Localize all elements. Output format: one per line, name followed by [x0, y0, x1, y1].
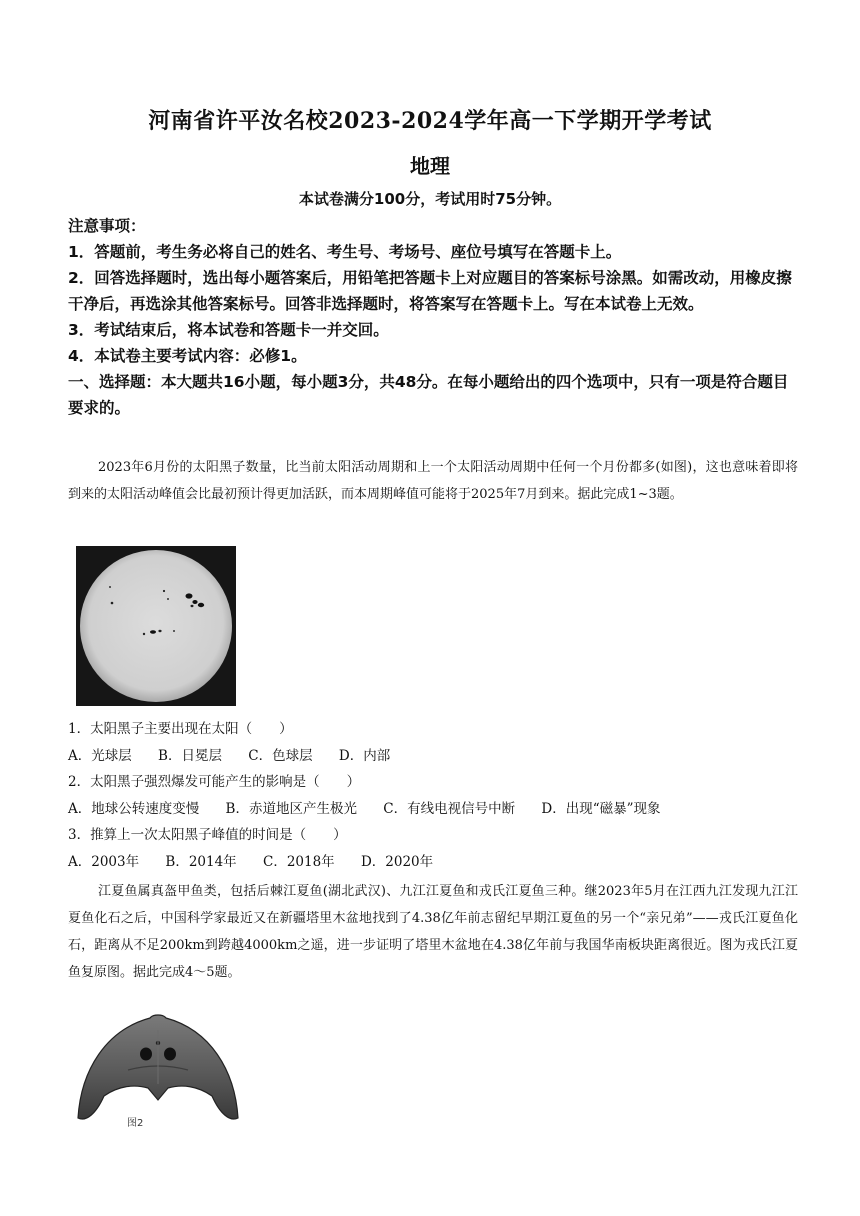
passage-sunspot	[68, 454, 798, 508]
section-heading: 一、选择题：本大题共16小题，每小题3分，共48分。在每小题给出的四个选项中，只有一项是符合题目要求的。	[68, 373, 789, 417]
questions-block	[68, 716, 798, 875]
option: B．2014年	[165, 853, 237, 870]
sunspot-photo-icon	[76, 546, 236, 706]
sun-disk-icon	[76, 546, 236, 706]
exam-info: 本试卷满分100分，考试用时75分钟。	[298, 190, 562, 208]
question-options	[68, 796, 798, 823]
passage-fish	[68, 878, 798, 986]
notes-section	[68, 213, 798, 421]
option: C．2018年	[262, 853, 335, 870]
question-stem: 3．推算上一次太阳黑子峰值的时间是（ ）	[68, 827, 347, 843]
note-item: 2．回答选择题时，选出每小题答案后，用铅笔把答题卡上对应题目的答案标号涂黑。如需改动，用橡皮擦干净后，再选涂其他答案标号。回答非选择题时，将答案写在答题卡上。写在本试卷上无效。	[68, 269, 792, 313]
option: A．光球层	[68, 747, 132, 764]
notes-heading: 注意事项：	[68, 217, 146, 235]
option: C．有线电视信号中断	[383, 800, 516, 817]
subject-title: 地理	[410, 154, 450, 178]
note-item: 4．本试卷主要考试内容：必修1。	[68, 347, 307, 365]
passage-text: 江夏鱼属真盔甲鱼类，包括后棘江夏鱼(湖北武汉)、九江江夏鱼和戎氏江夏鱼三种。继2023年5月在江西九江发现九江江夏鱼化石之后，中国科学家最近又在新疆塔里木盆地找到了4.38亿年前志留纪早期江夏鱼的另一个“亲兄弟”——戎氏江夏鱼化石，距离从不足200km到跨越4000km之遥，进一步证明了塔里木盆地在4.38亿年前与我国华南板块距离很近。图为戎氏江夏鱼复原图。据此完成4～5题。	[68, 884, 798, 980]
option: A．地球公转速度变慢	[68, 800, 200, 817]
option: D．出现“磁暴”现象	[541, 800, 661, 817]
fish-fossil-reconstruction-icon	[70, 1010, 246, 1125]
note-item: 3．考试结束后，将本试卷和答题卡一并交回。	[68, 321, 389, 339]
exam-title: 河南省许平汝名校2023-2024学年高一下学期开学考试	[148, 108, 712, 134]
option: D．2020年	[360, 853, 434, 870]
option: B．赤道地区产生极光	[225, 800, 357, 817]
fish-headshield-icon	[70, 1010, 246, 1125]
passage-text: 2023年6月份的太阳黑子数量，比当前太阳活动周期和上一个太阳活动周期中任何一个月份都多(如图)，这也意味着即将到来的太阳活动峰值会比最初预计得更加活跃，而本周期峰值可能将于2025年7月到来。据此完成1~3题。	[68, 460, 798, 502]
option: A．2003年	[68, 853, 140, 870]
figure-caption: 图2	[127, 1118, 144, 1129]
question-stem: 1．太阳黑子主要出现在太阳（ ）	[68, 721, 293, 737]
question-options	[68, 849, 798, 876]
option: C．色球层	[248, 747, 313, 764]
note-item: 1．答题前，考生务必将自己的姓名、考生号、考场号、座位号填写在答题卡上。	[68, 243, 622, 261]
option: B．日冕层	[158, 747, 222, 764]
question-options	[68, 743, 798, 770]
option: D．内部	[338, 747, 391, 764]
question-stem: 2．太阳黑子强烈爆发可能产生的影响是（ ）	[68, 774, 361, 790]
